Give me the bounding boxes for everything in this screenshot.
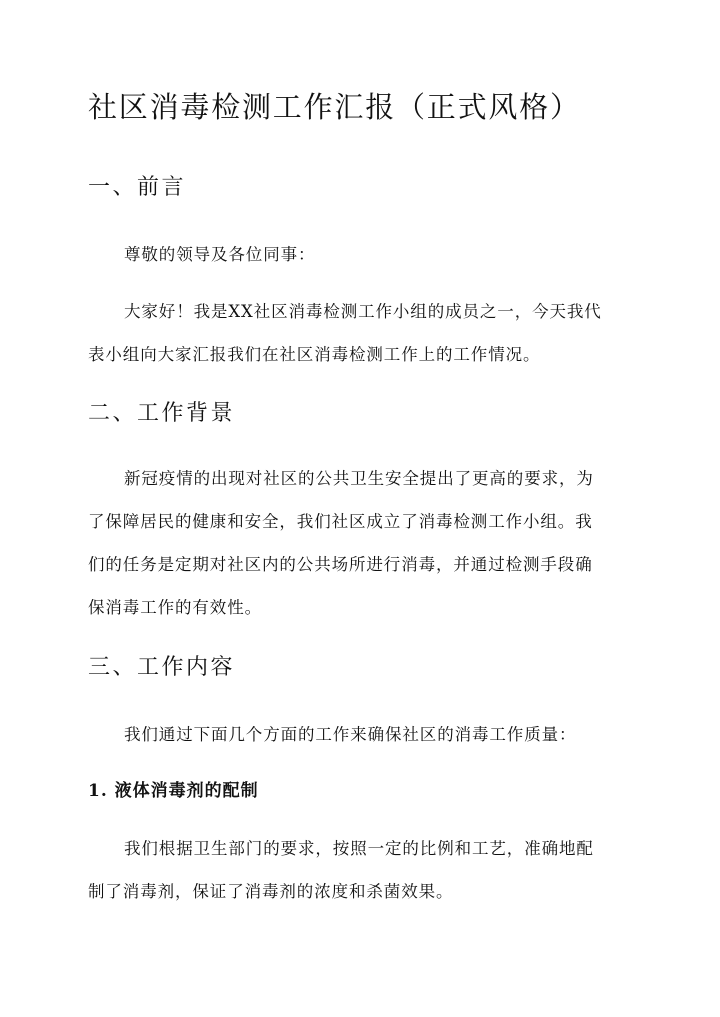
paragraph-line: 尊敬的领导及各位同事： bbox=[124, 245, 316, 264]
paragraph-line: 保消毒工作的有效性。 bbox=[88, 598, 262, 617]
paragraph-line: 们的任务是定期对社区内的公共场所进行消毒，并通过检测手段确 bbox=[88, 555, 593, 574]
subsection-heading-disinfectant: 1. 液体消毒剂的配制 bbox=[88, 781, 259, 801]
section-heading-work-content: 三、工作内容 bbox=[88, 655, 236, 680]
paragraph-line: 制了消毒剂，保证了消毒剂的浓度和杀菌效果。 bbox=[88, 882, 454, 901]
paragraph-line: 表小组向大家汇报我们在社区消毒检测工作上的工作情况。 bbox=[88, 345, 541, 364]
section-heading-preface: 一、前言 bbox=[88, 175, 187, 200]
paragraph-line: 新冠疫情的出现对社区的公共卫生安全提出了更高的要求，为 bbox=[124, 469, 594, 488]
paragraph-line: 了保障居民的健康和安全，我们社区成立了消毒检测工作小组。我 bbox=[88, 512, 593, 531]
section-heading-background: 二、工作背景 bbox=[88, 401, 236, 426]
paragraph-line: 大家好！我是XX社区消毒检测工作小组的成员之一，今天我代 bbox=[124, 302, 602, 321]
paragraph-line: 我们通过下面几个方面的工作来确保社区的消毒工作质量： bbox=[124, 725, 577, 744]
paragraph-line: 我们根据卫生部门的要求，按照一定的比例和工艺，准确地配 bbox=[124, 839, 594, 858]
document-title: 社区消毒检测工作汇报（正式风格） bbox=[88, 90, 581, 124]
